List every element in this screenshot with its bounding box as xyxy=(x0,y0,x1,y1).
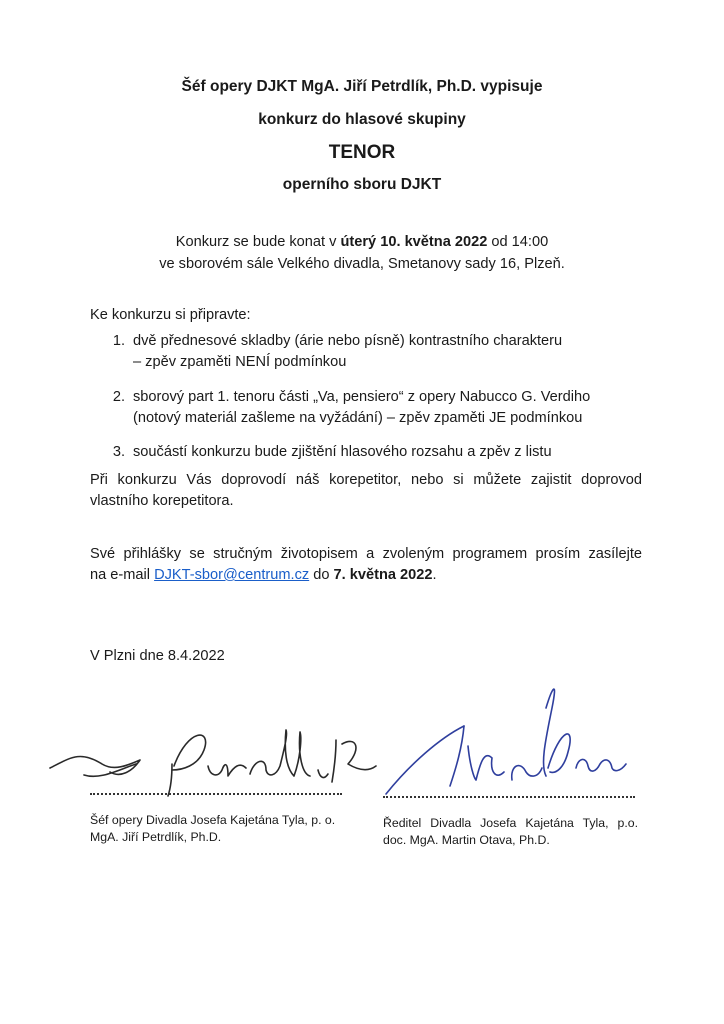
signature-line-left xyxy=(90,793,342,795)
list-item-text-2: (notový materiál zašleme na vyžádání) – zpěv zpaměti JE podmínkou xyxy=(133,410,583,426)
place-line: ve sborovém sále Velkého divadla, Smetanovy sady 16, Plzeň. xyxy=(159,256,565,272)
signature-left-name: MgA. Jiří Petrdlík, Ph.D. xyxy=(90,830,222,844)
header-line-2: konkurz do hlasové skupiny xyxy=(258,111,466,128)
signature-right-role: Ředitel Divadla Josefa Kajetána Tyla, p.o. xyxy=(383,816,638,830)
list-item-number: 2. xyxy=(112,389,125,405)
deadline-end: . xyxy=(432,567,437,583)
email-pre: na e-mail xyxy=(90,567,155,583)
accompanist-line-1: Při konkurzu Vás doprovodí náš korepetitor, nebo si můžete zajistit doprovod xyxy=(90,472,642,488)
prep-intro: Ke konkurzu si připravte: xyxy=(90,307,251,323)
signature-right-name: doc. MgA. Martin Otava, Ph.D. xyxy=(383,833,550,847)
accompanist-line-2: vlastního korepetitora. xyxy=(90,493,234,509)
list-item-text-1: dvě přednesové skladby (árie nebo písně) kontrastního charakteru xyxy=(133,333,563,349)
list-item-text-2: – zpěv zpaměti NENÍ podmínkou xyxy=(133,354,347,370)
signature-left-image xyxy=(40,720,400,800)
signature-left-role: Šéf opery Divadla Josefa Kajetána Tyla, p. o. xyxy=(90,813,336,827)
header-line-1: Šéf opery DJKT MgA. Jiří Petrdlík, Ph.D. vypisuje xyxy=(181,78,543,95)
signature-line-right xyxy=(383,796,635,798)
signature-right-image xyxy=(380,668,640,808)
voice-title: TENOR xyxy=(328,142,396,163)
list-item-text-1: součástí konkurzu bude zjištění hlasového rozsahu a zpěv z listu xyxy=(133,444,552,460)
application-line-1: Své přihlášky se stručným životopisem a zvoleným programem prosím zasílejte xyxy=(90,546,642,562)
date-line xyxy=(0,232,724,253)
date-bold: úterý 10. května 2022 xyxy=(340,234,488,250)
email-post: do xyxy=(309,567,334,583)
date-post: od 14:00 xyxy=(487,234,549,250)
deadline: 7. května 2022 xyxy=(333,567,433,583)
date-pre: Konkurz se bude konat v xyxy=(175,234,341,250)
list-item-number: 1. xyxy=(112,333,125,349)
list-item-number: 3. xyxy=(112,444,125,460)
place-date: V Plzni dne 8.4.2022 xyxy=(90,648,225,664)
email-link[interactable]: DJKT-sbor@centrum.cz xyxy=(154,567,310,583)
header-line-4: operního sboru DJKT xyxy=(282,176,442,193)
list-item-text-1: sborový part 1. tenoru části „Va, pensiero“ z opery Nabucco G. Verdiho xyxy=(133,389,591,405)
application-line-2 xyxy=(90,565,437,586)
